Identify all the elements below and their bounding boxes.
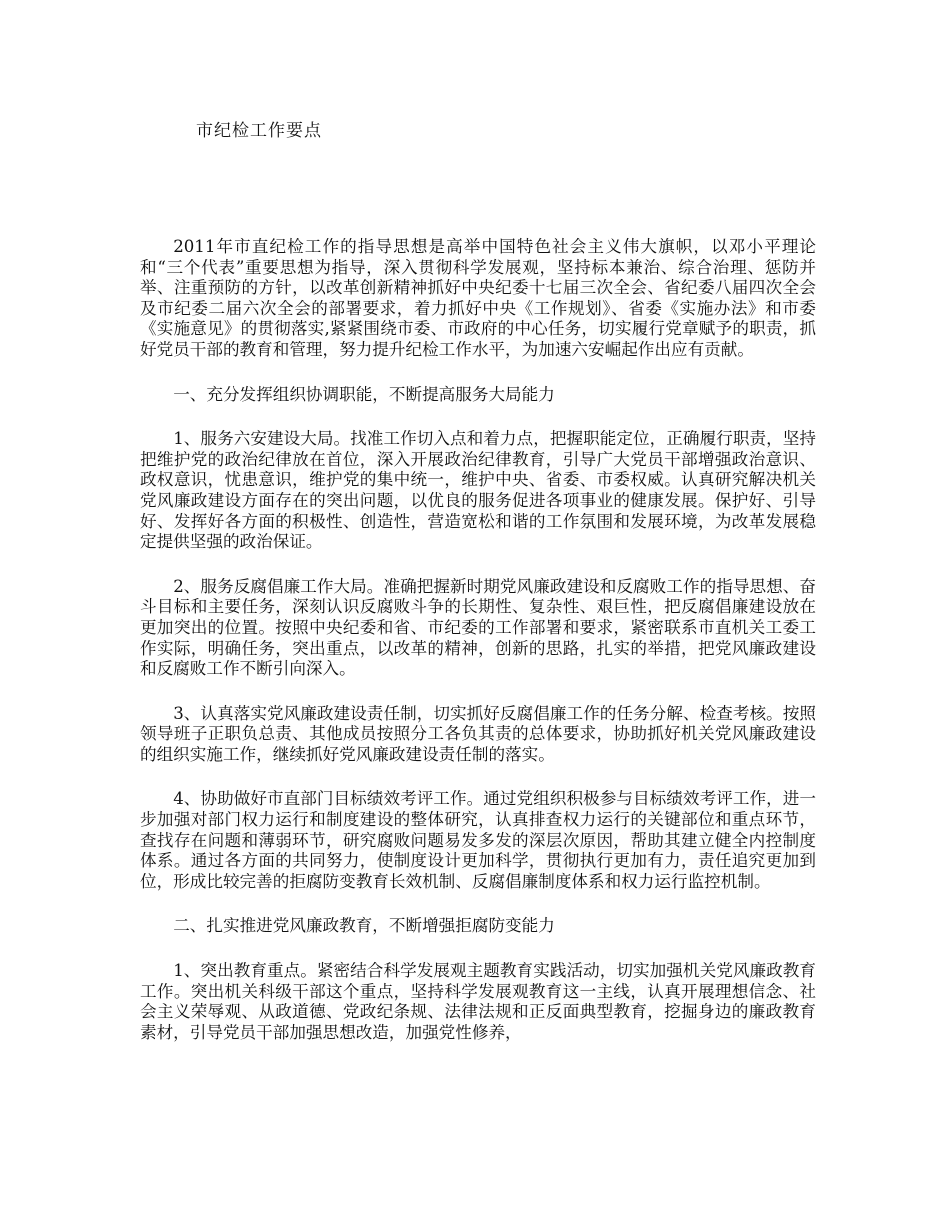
section-1-item-1: 1、服务六安建设大局。找准工作切入点和着力点，把握职能定位，正确履行职责，坚持把维护党的政治纪律放在首位，深入开展政治纪律教育，引导广大党员干部增强政治意识、政权意识，忧患意识，维护党的集中统一，维护中央、省委、市委权威。认真研究解决机关党风廉政建设方面存在的突出问题，以优良的服务促进各项事业的健康发展。保护好、引导好、发挥好各方面的积极性、创造性，营造宽松和谐的工作氛围和发展环境，为改革发展稳定提供坚强的政治保证。 <box>140 429 816 552</box>
section-2-item-1: 1、突出教育重点。紧密结合科学发展观主题教育实践活动，切实加强机关党风廉政教育工作。突出机关科级干部这个重点，坚持科学发展观教育这一主线，认真开展理想信念、社会主义荣辱观、从政道德、党政纪条规、法律法规和正反面典型教育，挖掘身边的廉政教育素材，引导党员干部加强思想改造，加强党性修养， <box>140 961 816 1042</box>
section-1-item-3: 3、认真落实党风廉政建设责任制，切实抓好反腐倡廉工作的任务分解、检查考核。按照领导班子正职负总责、其他成员按照分工各负其责的总体要求，协助抓好机关党风廉政建设的组织实施工作，继续抓好党风廉政建设责任制的落实。 <box>140 703 816 764</box>
intro-paragraph: 2011年市直纪检工作的指导思想是高举中国特色社会主义伟大旗帜，以邓小平理论和“三个代表”重要思想为指导，深入贯彻科学发展观，坚持标本兼治、综合治理、惩防并举、注重预防的方针，以改革创新精神抓好中央纪委十七届三次全会、省纪委八届四次全会及市纪委二届六次全会的部署要求，着力抓好中央《工作规划》、省委《实施办法》和市委《实施意见》的贯彻落实,紧紧围绕市委、市政府的中心任务，切实履行党章赋予的职责，抓好党员干部的教育和管理，努力提升纪检工作水平，为加速六安崛起作出应有贡献。 <box>140 237 816 359</box>
document-title: 市纪检工作要点 <box>196 121 322 141</box>
document-body <box>140 237 816 1067</box>
section-1-heading: 一、充分发挥组织协调职能，不断提高服务大局能力 <box>173 384 555 404</box>
section-1-item-2: 2、服务反腐倡廉工作大局。准确把握新时期党风廉政建设和反腐败工作的指导思想、奋斗目标和主要任务，深刻认识反腐败斗争的长期性、复杂性、艰巨性，把反腐倡廉建设放在更加突出的位置。按照中央纪委和省、市纪委的工作部署和要求，紧密联系市直机关工委工作实际，明确任务，突出重点，以改革的精神，创新的思路，扎实的举措，把党风廉政建设和反腐败工作不断引向深入。 <box>140 576 816 679</box>
section-1-item-4: 4、协助做好市直部门目标绩效考评工作。通过党组织积极参与目标绩效考评工作，进一步加强对部门权力运行和制度建设的整体研究，认真排查权力运行的关键部位和重点环节，查找存在问题和薄弱环节，研究腐败问题易发多发的深层次原因，帮助其建立健全内控制度体系。通过各方面的共同努力，使制度设计更加科学，贯彻执行更加有力，责任追究更加到位，形成比较完善的拒腐防变教育长效机制、反腐倡廉制度体系和权力运行监控机制。 <box>140 789 816 891</box>
section-2-heading: 二、扎实推进党风廉政教育，不断增强拒腐防变能力 <box>173 916 555 936</box>
